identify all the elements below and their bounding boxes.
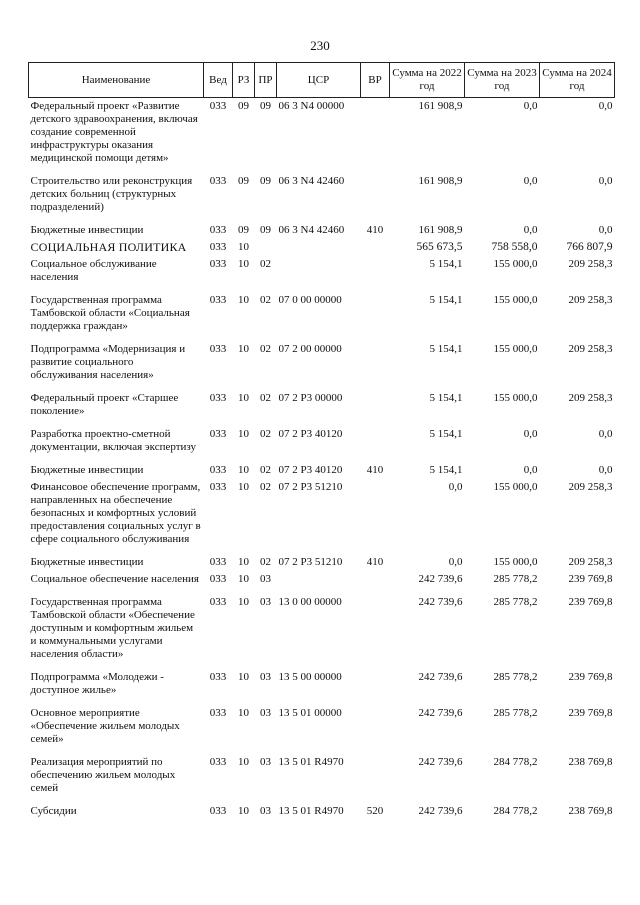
table-row (29, 479, 615, 548)
cell-name: Строительство или реконструкция детских больниц (структурных подразделений) (30, 175, 193, 213)
cell-sum-2022: 242 739,6 (418, 596, 463, 608)
cell-pr: 02 (260, 556, 271, 568)
cell-sum-2024: 239 769,8 (568, 671, 613, 683)
cell-vr (361, 335, 390, 384)
cell-name: Федеральный проект «Развитие детского здравоохранения, включая создание современной инфраструктуры оказания медицинской помощи детям» (30, 100, 198, 164)
cell-sum-2022: 161 908,9 (418, 100, 463, 112)
cell-csr: 13 5 01 00000 (278, 707, 342, 719)
cell-rz: 10 (238, 392, 249, 404)
cell-sum-2024: 209 258,3 (568, 258, 613, 270)
cell-sum-2024: 766 807,9 (566, 241, 613, 253)
cell-sum-2023: 285 778,2 (493, 573, 538, 585)
cell-pr: 03 (260, 596, 271, 608)
cell-name: Подпрограмма «Молодежи - доступное жилье» (30, 671, 164, 696)
cell-sum-2023: 155 000,0 (493, 294, 538, 306)
cell-csr (277, 256, 361, 286)
cell-ved: 033 (209, 258, 227, 270)
table-row (29, 98, 615, 168)
cell-vr (361, 167, 390, 216)
table-row (29, 216, 615, 239)
cell-pr: 09 (260, 224, 271, 236)
cell-csr: 13 5 01 R4970 (278, 756, 344, 768)
cell-rz: 10 (238, 671, 249, 683)
cell-ved: 033 (209, 175, 227, 187)
cell-vr (361, 98, 390, 168)
cell-rz: 10 (238, 756, 249, 768)
cell-rz: 10 (238, 428, 249, 440)
cell-pr: 03 (260, 805, 271, 817)
cell-csr: 07 2 P3 51210 (278, 556, 343, 568)
budget-table (28, 62, 615, 820)
table-row (29, 571, 615, 588)
cell-ved: 033 (209, 573, 227, 585)
cell-sum-2022: 161 908,9 (418, 224, 463, 236)
cell-sum-2023: 155 000,0 (493, 481, 538, 493)
cell-rz: 10 (238, 241, 249, 253)
cell-sum-2022: 0,0 (448, 556, 463, 568)
cell-sum-2022: 5 154,1 (429, 258, 463, 270)
cell-sum-2024: 209 258,3 (568, 294, 613, 306)
cell-pr: 03 (260, 707, 271, 719)
cell-sum-2022: 242 739,6 (418, 707, 463, 719)
cell-sum-2022: 242 739,6 (418, 756, 463, 768)
cell-sum-2023: 155 000,0 (493, 556, 538, 568)
cell-csr: 13 0 00 00000 (278, 596, 342, 608)
cell-rz: 10 (238, 805, 249, 817)
cell-pr: 02 (260, 464, 271, 476)
cell-pr: 09 (260, 175, 271, 187)
cell-pr: 02 (260, 294, 271, 306)
cell-sum-2024: 238 769,8 (568, 805, 613, 817)
cell-pr: 02 (260, 258, 271, 270)
cell-vr (361, 663, 390, 699)
cell-csr: 07 2 P3 40120 (278, 428, 343, 440)
table-row (29, 239, 615, 256)
cell-name: Реализация мероприятий по обеспечению жильем молодых семей (30, 756, 176, 794)
cell-vr: 410 (366, 556, 384, 568)
cell-sum-2023: 285 778,2 (493, 596, 538, 608)
cell-rz: 10 (238, 573, 249, 585)
cell-csr: 13 5 00 00000 (278, 671, 342, 683)
table-row (29, 384, 615, 420)
cell-sum-2022: 242 739,6 (418, 573, 463, 585)
cell-sum-2023: 284 778,2 (493, 805, 538, 817)
cell-csr (277, 571, 361, 588)
header-sum-2022: Сумма на 2022 год (390, 63, 465, 98)
cell-sum-2024: 238 769,8 (568, 756, 613, 768)
cell-sum-2022: 5 154,1 (429, 343, 463, 355)
cell-sum-2023: 0,0 (523, 428, 538, 440)
cell-rz: 10 (238, 258, 249, 270)
cell-sum-2023: 285 778,2 (493, 671, 538, 683)
cell-name: Государственная программа Тамбовской области «Обеспечение доступным и комфортным жильем и коммунальными услугами населения области» (30, 596, 195, 660)
cell-pr: 03 (260, 573, 271, 585)
cell-ved: 033 (209, 100, 227, 112)
header-pr: ПР (255, 63, 277, 98)
cell-csr: 07 2 P3 40120 (278, 464, 343, 476)
cell-csr: 06 3 N4 42460 (278, 175, 345, 187)
cell-name: Подпрограмма «Модернизация и развитие социального обслуживания населения» (30, 343, 186, 381)
cell-vr (361, 256, 390, 286)
cell-name: Социальное обеспечение населения (30, 573, 199, 585)
cell-ved: 033 (209, 343, 227, 355)
cell-sum-2024: 0,0 (598, 428, 613, 440)
cell-sum-2024: 239 769,8 (568, 707, 613, 719)
cell-sum-2024: 209 258,3 (568, 392, 613, 404)
cell-pr: 03 (260, 756, 271, 768)
cell-sum-2024: 209 258,3 (568, 343, 613, 355)
cell-ved: 033 (209, 481, 227, 493)
cell-csr: 07 2 P3 51210 (278, 481, 343, 493)
cell-pr: 03 (260, 671, 271, 683)
cell-rz: 10 (238, 556, 249, 568)
table-row (29, 548, 615, 571)
cell-rz: 10 (238, 481, 249, 493)
cell-rz: 10 (238, 707, 249, 719)
cell-name: Разработка проектно-сметной документации, включая экспертизу (30, 428, 197, 453)
cell-sum-2023: 155 000,0 (493, 392, 538, 404)
cell-sum-2022: 242 739,6 (418, 671, 463, 683)
cell-sum-2024: 209 258,3 (568, 481, 613, 493)
cell-rz: 09 (238, 175, 249, 187)
cell-ved: 033 (209, 556, 227, 568)
cell-sum-2022: 5 154,1 (429, 464, 463, 476)
cell-vr (361, 699, 390, 748)
header-sum-2023: Сумма на 2023 год (465, 63, 540, 98)
cell-vr: 410 (366, 224, 384, 236)
cell-csr (277, 239, 361, 256)
table-row (29, 256, 615, 286)
cell-ved: 033 (209, 596, 227, 608)
cell-ved: 033 (209, 241, 227, 253)
cell-name: Финансовое обеспечение программ, направленных на обеспечение безопасных и комфортных условий предоставления социальных услуг в сфере социального обслуживания (30, 481, 201, 545)
header-ved: Вед (204, 63, 233, 98)
table-row (29, 588, 615, 663)
cell-sum-2023: 0,0 (523, 175, 538, 187)
cell-ved: 033 (209, 428, 227, 440)
cell-ved: 033 (209, 392, 227, 404)
cell-sum-2024: 239 769,8 (568, 596, 613, 608)
header-sum-2024: Сумма на 2024 год (540, 63, 615, 98)
table-row (29, 797, 615, 820)
cell-vr (361, 420, 390, 456)
cell-pr: 02 (260, 343, 271, 355)
cell-sum-2023: 0,0 (523, 464, 538, 476)
cell-sum-2024: 239 769,8 (568, 573, 613, 585)
cell-sum-2023: 0,0 (523, 100, 538, 112)
cell-ved: 033 (209, 756, 227, 768)
cell-csr: 13 5 01 R4970 (278, 805, 344, 817)
table-row (29, 663, 615, 699)
cell-name: СОЦИАЛЬНАЯ ПОЛИТИКА (30, 240, 187, 254)
cell-rz: 09 (238, 100, 249, 112)
cell-ved: 033 (209, 805, 227, 817)
table-header-row (29, 63, 615, 98)
cell-sum-2024: 0,0 (598, 100, 613, 112)
cell-sum-2023: 285 778,2 (493, 707, 538, 719)
cell-rz: 10 (238, 596, 249, 608)
cell-name: Государственная программа Тамбовской области «Социальная поддержка граждан» (30, 294, 190, 332)
cell-sum-2022: 5 154,1 (429, 428, 463, 440)
cell-vr (361, 384, 390, 420)
cell-name: Бюджетные инвестиции (30, 556, 144, 568)
header-vr: ВР (361, 63, 390, 98)
header-rz: РЗ (233, 63, 255, 98)
cell-sum-2022: 0,0 (448, 481, 463, 493)
cell-rz: 09 (238, 224, 249, 236)
table-row (29, 167, 615, 216)
cell-sum-2022: 565 673,5 (416, 241, 463, 253)
cell-vr (361, 588, 390, 663)
table-row (29, 699, 615, 748)
cell-vr (361, 286, 390, 335)
cell-sum-2023: 155 000,0 (493, 258, 538, 270)
cell-ved: 033 (209, 294, 227, 306)
cell-csr: 06 3 N4 42460 (278, 224, 345, 236)
cell-ved: 033 (209, 224, 227, 236)
table-row (29, 335, 615, 384)
cell-sum-2023: 0,0 (523, 224, 538, 236)
cell-sum-2024: 0,0 (598, 464, 613, 476)
cell-vr: 410 (366, 464, 384, 476)
cell-sum-2023: 284 778,2 (493, 756, 538, 768)
cell-vr: 520 (366, 805, 384, 817)
cell-sum-2022: 242 739,6 (418, 805, 463, 817)
cell-sum-2024: 0,0 (598, 175, 613, 187)
header-name: Наименование (29, 63, 204, 98)
cell-vr (361, 239, 390, 256)
cell-sum-2023: 758 558,0 (491, 241, 538, 253)
table-row (29, 456, 615, 479)
cell-sum-2024: 0,0 (598, 224, 613, 236)
cell-ved: 033 (209, 707, 227, 719)
header-csr: ЦСР (277, 63, 361, 98)
cell-name: Субсидии (30, 805, 77, 817)
cell-csr: 06 3 N4 00000 (278, 100, 345, 112)
cell-sum-2022: 161 908,9 (418, 175, 463, 187)
cell-sum-2023: 155 000,0 (493, 343, 538, 355)
cell-rz: 10 (238, 343, 249, 355)
cell-sum-2022: 5 154,1 (429, 294, 463, 306)
table-row (29, 748, 615, 797)
page-number: 230 (310, 38, 330, 53)
cell-ved: 033 (209, 671, 227, 683)
cell-csr: 07 2 P3 00000 (278, 392, 343, 404)
cell-name: Бюджетные инвестиции (30, 464, 144, 476)
cell-rz: 10 (238, 464, 249, 476)
cell-pr: 02 (260, 428, 271, 440)
cell-name: Бюджетные инвестиции (30, 224, 144, 236)
cell-pr (255, 239, 277, 256)
cell-ved: 033 (209, 464, 227, 476)
table-row (29, 420, 615, 456)
cell-csr: 07 0 00 00000 (278, 294, 342, 306)
table-row (29, 286, 615, 335)
cell-vr (361, 571, 390, 588)
cell-sum-2022: 5 154,1 (429, 392, 463, 404)
cell-vr (361, 748, 390, 797)
cell-name: Основное мероприятие «Обеспечение жильем молодых семей» (30, 707, 180, 745)
cell-name: Федеральный проект «Старшее поколение» (30, 392, 179, 417)
cell-rz: 10 (238, 294, 249, 306)
cell-pr: 02 (260, 481, 271, 493)
cell-sum-2024: 209 258,3 (568, 556, 613, 568)
cell-csr: 07 2 00 00000 (278, 343, 342, 355)
cell-vr (361, 479, 390, 548)
cell-pr: 09 (260, 100, 271, 112)
cell-pr: 02 (260, 392, 271, 404)
cell-name: Социальное обслуживание населения (30, 258, 157, 283)
